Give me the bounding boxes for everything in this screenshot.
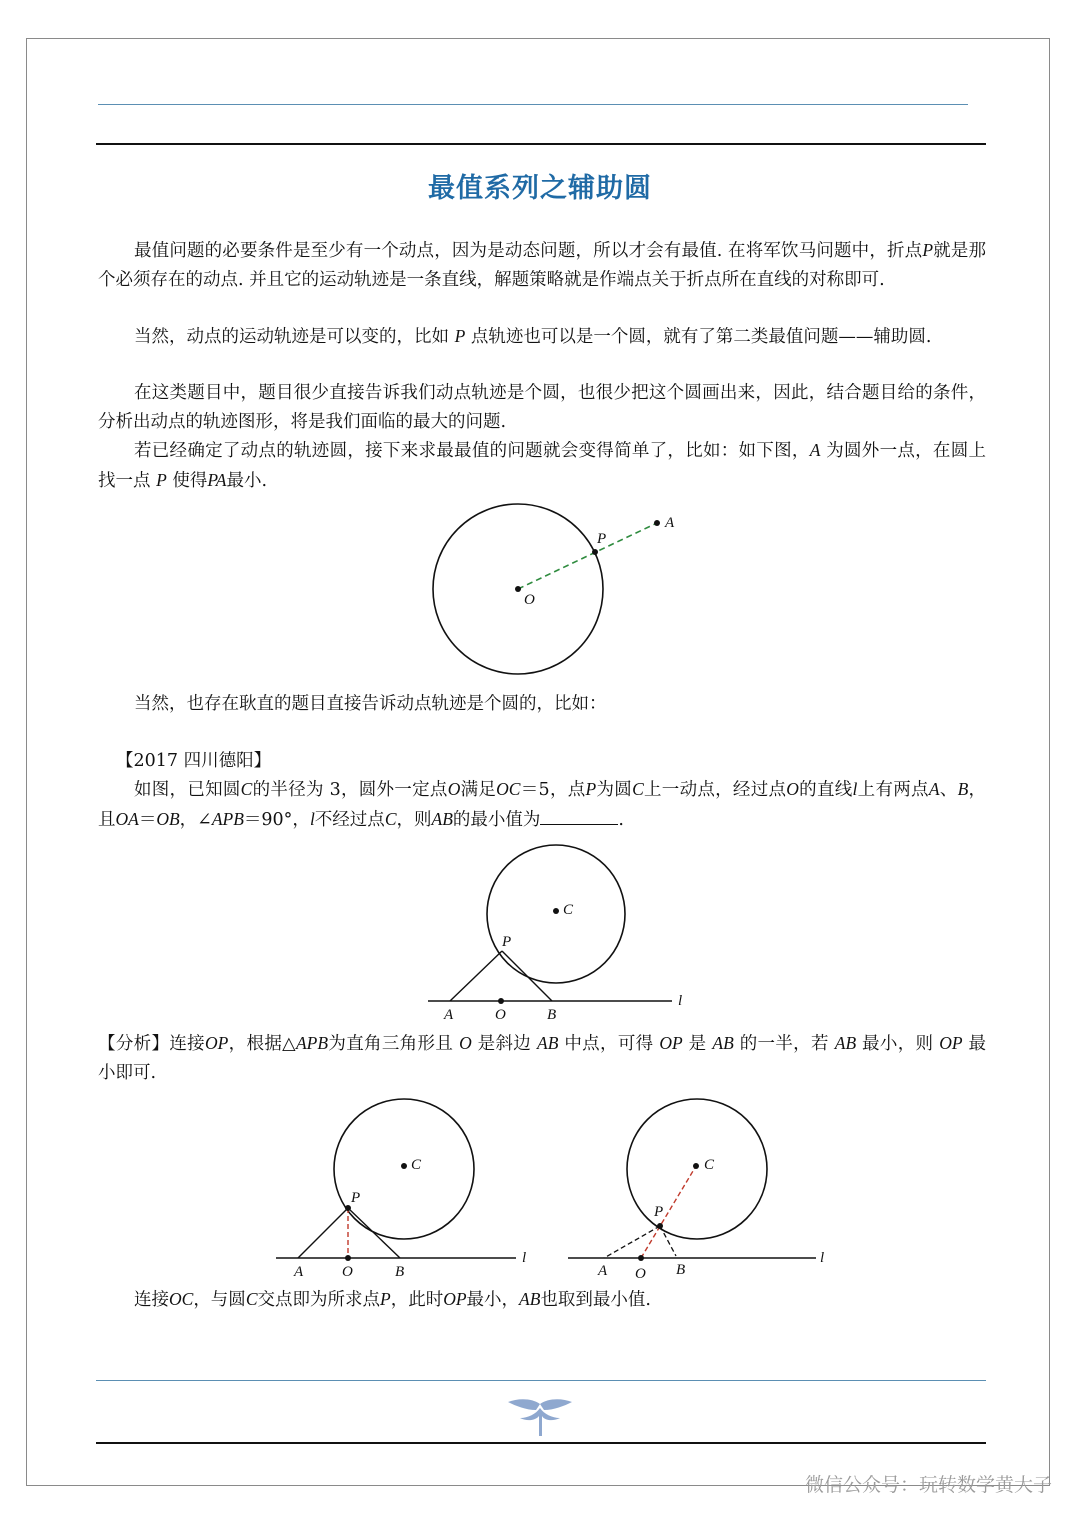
problem-text-2: 的半径为 3，圆外一定点 [252, 780, 448, 800]
analysis-var-AB2: AB [712, 1033, 734, 1053]
figure4-segment-OC [641, 1166, 696, 1258]
conclusion-text-2: ，与圆 [193, 1290, 246, 1310]
figure4-point-P [657, 1223, 663, 1229]
intro-paragraph-1 [98, 236, 986, 294]
answer-blank [540, 806, 618, 825]
problem-var-AB: AB [431, 808, 453, 829]
problem-var-OB: OB [156, 808, 180, 829]
figure1-label-O: O [524, 592, 535, 608]
figure4-circle-C [627, 1099, 767, 1239]
footer-logo-icon [506, 1396, 574, 1438]
figure-analysis-right [560, 1090, 840, 1285]
intro-p4-text-c: 使得 [172, 470, 208, 491]
intro-p2-text-b: 点轨迹也可以是一个圆，就有了第二类最值问题——辅助圆. [470, 327, 932, 347]
problem-text-13: ＝90°， [243, 809, 310, 830]
problem-var-O2: O [786, 779, 799, 799]
figure2-label-B: B [547, 1007, 557, 1023]
problem-var-OA: OA [115, 808, 139, 829]
problem-text-8: 上有两点 [857, 780, 929, 800]
conclusion-text-4: ，此时 [390, 1290, 444, 1310]
figure2-label-A: A [444, 1007, 454, 1023]
conclusion-var-OP: OP [443, 1289, 467, 1309]
intro-paragraph-2 [98, 322, 986, 352]
footer-blue-rule [96, 1380, 986, 1381]
figure4-label-B: B [676, 1262, 686, 1278]
figure2-point-C [553, 908, 559, 914]
header-blue-rule [98, 104, 968, 105]
problem-var-APB: APB [211, 808, 244, 829]
problem-var-B1: B [957, 779, 969, 799]
figure3-segment-PB [348, 1208, 400, 1258]
problem-text-10: ，且 [98, 780, 987, 830]
intro-p1-text-a: 最值问题的必要条件是至少有一个动点，因为是动态问题，所以才会有最值. 在将军饮马问题中，折点 [134, 241, 923, 261]
problem-source: 【2017 四川德阳】 [116, 751, 272, 771]
problem-text-14: 不经过点 [314, 809, 385, 830]
figure4-label-O: O [635, 1266, 646, 1282]
figure3-point-O [345, 1255, 351, 1261]
analysis-var-OP1: OP [205, 1033, 229, 1053]
analysis-text-7: 的一半，若 [739, 1034, 829, 1054]
figure4-point-C [693, 1163, 699, 1169]
problem-var-C3: C [384, 808, 397, 829]
intro-paragraph-4 [98, 436, 986, 495]
problem-text-1: 如图，已知圆 [134, 780, 241, 800]
figure3-label-l: l [522, 1250, 527, 1266]
figure1-point-A [654, 520, 660, 526]
intro-p4-var-A: A [809, 440, 821, 460]
analysis-text-9: 最小即可. [98, 1034, 987, 1083]
analysis-var-O: O [459, 1033, 472, 1053]
watermark-text: 微信公众号：玩转数学黄大子 [804, 1474, 1052, 1496]
analysis-var-AB1: AB [537, 1033, 559, 1053]
problem-text-17: . [618, 809, 624, 830]
problem-text-11: ＝ [138, 809, 157, 830]
analysis-tag: 【分析】 [98, 1034, 170, 1054]
conclusion-text-6: 也取到最小值. [540, 1290, 651, 1310]
conclusion-var-OC: OC [169, 1289, 194, 1309]
figure1-point-O [515, 586, 521, 592]
analysis-text-5: 中点，可得 [564, 1034, 654, 1054]
figure2-label-O: O [495, 1007, 506, 1023]
intro-p2-text-a: 当然，动点的运动轨迹是可以变的，比如 [134, 327, 449, 347]
conclusion-text-3: 交点即为所求点 [257, 1290, 380, 1310]
intro-p4-var-PA: PA [207, 469, 227, 490]
figure1-segment-OA [518, 523, 657, 589]
conclusion-paragraph [98, 1285, 986, 1315]
figure4-label-l: l [820, 1250, 825, 1266]
intro-p1-text-b: 就是那个必须存在的动点. 并且它的运动轨迹是一条直线，解题策略就是作端点关于折点所在直线的对称即可. [98, 241, 987, 290]
problem-text-6: 上一动点，经过点 [643, 780, 787, 800]
intro-p4-text-d: 最小. [226, 470, 268, 491]
figure2-label-P: P [502, 934, 512, 950]
problem-var-C2: C [632, 779, 644, 799]
bridge-paragraph: 当然，也存在耿直的题目直接告诉动点轨迹是个圆的，比如： [134, 694, 607, 714]
figure4-point-O [638, 1255, 644, 1261]
analysis-text-2: ，根据△ [228, 1034, 296, 1054]
problem-var-A1: A [928, 779, 940, 799]
problem-var-OC: OC [496, 779, 521, 799]
figure2-segment-PB [502, 951, 552, 1001]
figure4-label-A: A [598, 1263, 608, 1279]
problem-text-5: 为圆 [596, 780, 633, 800]
problem-text-9: 、 [939, 780, 958, 800]
figure1-point-P [592, 549, 598, 555]
figure4-label-P: P [654, 1204, 664, 1220]
problem-var-P1: P [585, 779, 597, 799]
conclusion-text-5: 最小， [466, 1290, 520, 1310]
intro-p4-text-b: 为圆外一点，在圆上找一点 [98, 441, 986, 491]
figure3-label-B: B [395, 1264, 405, 1280]
intro-p4-text-a: 若已经确定了动点的轨迹圆，接下来求最最值的问题就会变得简单了，比如：如下图， [134, 441, 810, 461]
figure4-label-C: C [704, 1157, 715, 1173]
conclusion-var-AB: AB [519, 1289, 541, 1309]
problem-text-4: ＝5，点 [520, 780, 586, 800]
figure3-label-O: O [342, 1264, 353, 1280]
analysis-text-8: 最小，则 [862, 1034, 934, 1054]
problem-text-16: 的最小值为 [452, 809, 541, 830]
problem-var-l1: l [852, 779, 858, 799]
header-black-rule [96, 143, 986, 145]
intro-p2-var-P: P [454, 326, 466, 346]
conclusion-text-1: 连接 [134, 1290, 169, 1310]
figure1-label-P: P [597, 531, 607, 547]
analysis-var-APB: APB [295, 1033, 329, 1053]
problem-text-12: ，∠ [179, 809, 212, 830]
figure2-label-l: l [678, 993, 683, 1009]
conclusion-var-C: C [245, 1289, 258, 1309]
problem-var-O1: O [447, 779, 461, 799]
figure3-label-A: A [294, 1264, 304, 1280]
intro-paragraph-3: 在这类题目中，题目很少直接告诉我们动点轨迹是个圆，也很少把这个圆画出来，因此，结合题目给的条件，分析出动点的轨迹图形，将是我们面临的最大的问题. [98, 383, 986, 432]
problem-statement [98, 775, 986, 834]
analysis-text-6: 是 [688, 1034, 707, 1054]
figure3-label-P: P [351, 1190, 361, 1206]
problem-text-7: 的直线 [798, 780, 853, 800]
problem-var-l2: l [309, 808, 315, 829]
figure4-segment-PA [604, 1226, 660, 1258]
analysis-var-OP3: OP [939, 1033, 963, 1053]
figure-circle-point-outside [420, 500, 700, 685]
problem-var-C1: C [240, 779, 253, 799]
problem-text-3: 满足 [460, 780, 497, 800]
intro-p1-var-P: P [922, 240, 934, 260]
analysis-text-4: 是斜边 [477, 1034, 532, 1054]
figure1-label-A: A [665, 515, 675, 531]
figure3-point-C [401, 1163, 407, 1169]
analysis-paragraph [98, 1029, 986, 1087]
figure-problem-diagram [420, 840, 700, 1025]
figure2-segment-PA [450, 951, 502, 1001]
problem-text-15: ，则 [396, 809, 432, 830]
intro-p4-var-P: P [156, 469, 167, 490]
footer-black-rule [96, 1442, 986, 1444]
analysis-text-1: 连接 [169, 1034, 205, 1054]
figure3-segment-PA [298, 1208, 348, 1258]
analysis-text-3: 为直角三角形且 [328, 1034, 454, 1054]
analysis-var-AB3: AB [834, 1033, 857, 1053]
figure3-label-C: C [411, 1157, 422, 1173]
figure2-label-C: C [563, 902, 574, 918]
analysis-var-OP2: OP [659, 1033, 683, 1053]
conclusion-var-P: P [380, 1289, 391, 1309]
figure2-point-O [498, 998, 504, 1004]
page-title: 最值系列之辅助圆 [428, 173, 652, 204]
figure-analysis-left [270, 1090, 540, 1285]
